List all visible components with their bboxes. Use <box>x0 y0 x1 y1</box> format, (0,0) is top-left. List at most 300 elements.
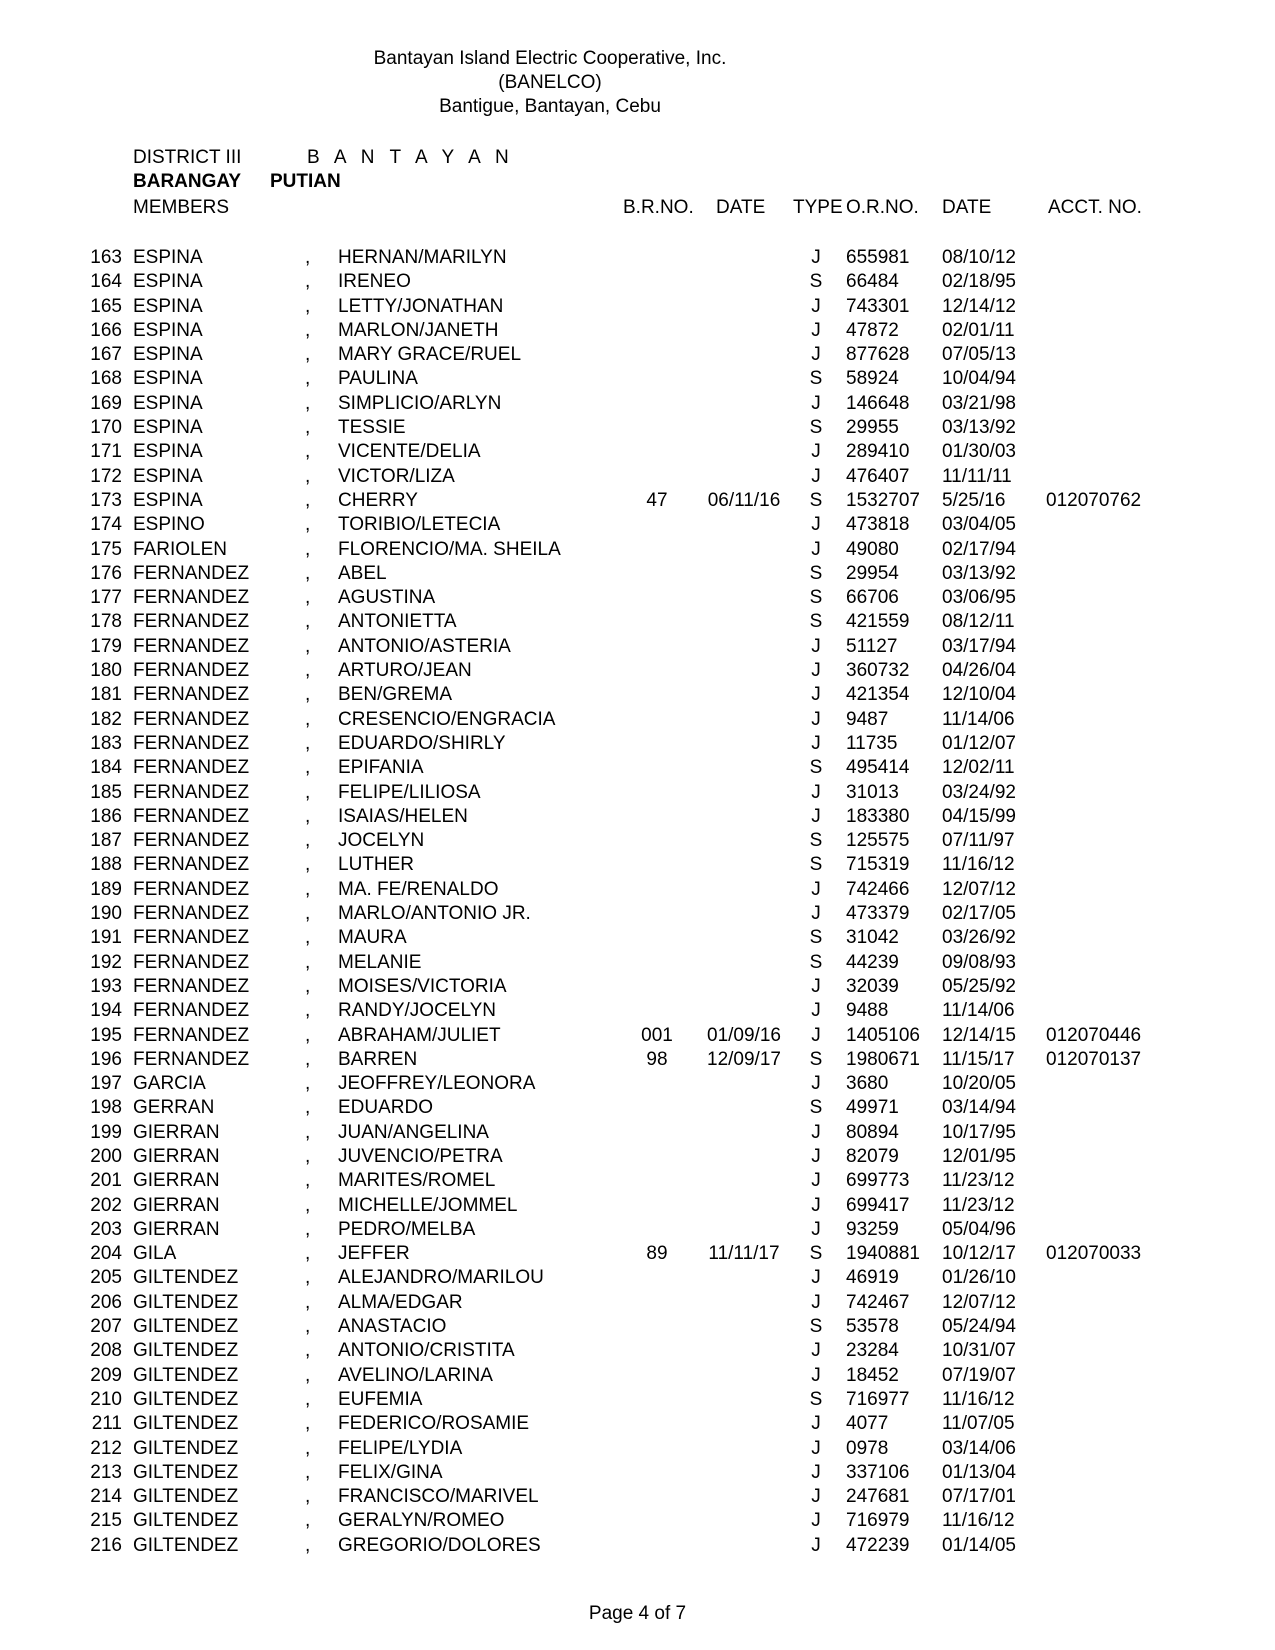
last-name: GIERRAN <box>133 1121 220 1143</box>
or-date: 01/26/10 <box>942 1267 1016 1289</box>
table-row <box>0 902 1275 926</box>
first-names: BEN/GREMA <box>338 684 453 706</box>
table-row <box>0 805 1275 829</box>
first-names: ANTONIETTA <box>338 611 457 633</box>
or-number: 743301 <box>846 295 910 317</box>
first-names: GERALYN/ROMEO <box>338 1510 505 1532</box>
or-date: 11/07/05 <box>942 1413 1015 1435</box>
first-names: ANTONIO/ASTERIA <box>338 635 511 657</box>
or-date: 12/02/11 <box>942 757 1015 779</box>
org-abbreviation: (BANELCO) <box>498 72 602 93</box>
table-row <box>0 392 1275 416</box>
membership-type: J <box>811 1291 821 1313</box>
row-number: 205 <box>90 1267 122 1289</box>
last-name: FERNANDEZ <box>133 1000 250 1022</box>
first-names: EDUARDO <box>338 1097 434 1119</box>
first-names: LETTY/JONATHAN <box>338 295 504 317</box>
last-name: FERNANDEZ <box>133 927 250 949</box>
or-number: 58924 <box>846 368 899 390</box>
or-number: 9488 <box>846 1000 889 1022</box>
row-number: 180 <box>90 660 122 682</box>
comma-separator: , <box>305 319 311 341</box>
last-name: FERNANDEZ <box>133 562 250 584</box>
last-name: FARIOLEN <box>133 538 227 560</box>
or-number: 289410 <box>846 441 910 463</box>
membership-type: S <box>809 757 823 779</box>
or-date: 12/07/12 <box>942 878 1016 900</box>
last-name: ESPINA <box>133 489 203 511</box>
row-number: 211 <box>91 1413 122 1435</box>
comma-separator: , <box>305 1000 311 1022</box>
row-number: 201 <box>90 1170 122 1192</box>
or-number: 31013 <box>846 781 899 803</box>
membership-type: J <box>811 684 821 706</box>
row-number: 214 <box>90 1486 122 1508</box>
comma-separator: , <box>305 1388 311 1410</box>
row-number: 185 <box>90 781 122 803</box>
or-number: 82079 <box>846 1145 899 1167</box>
first-names: MARLON/JANETH <box>338 319 499 341</box>
table-row <box>0 756 1275 780</box>
last-name: ESPINA <box>133 392 203 414</box>
or-number: 47872 <box>846 319 899 341</box>
last-name: ESPINO <box>133 514 205 536</box>
last-name: GILTENDEZ <box>133 1316 239 1338</box>
membership-type: J <box>811 975 821 997</box>
or-date: 11/23/12 <box>942 1194 1015 1216</box>
comma-separator: , <box>305 830 311 852</box>
or-number: 495414 <box>846 757 910 779</box>
membership-type: S <box>809 1243 823 1265</box>
comma-separator: , <box>305 951 311 973</box>
account-number: 012070446 <box>1046 1024 1142 1046</box>
row-number: 213 <box>90 1461 122 1483</box>
first-names: MOISES/VICTORIA <box>338 975 507 997</box>
br-date: 11/11/17 <box>708 1243 780 1265</box>
row-number: 192 <box>90 951 122 973</box>
members-list <box>0 246 1275 1558</box>
or-number: 18452 <box>846 1364 899 1386</box>
or-number: 11735 <box>846 732 898 754</box>
first-names: CHERRY <box>338 489 418 511</box>
row-number: 195 <box>90 1024 122 1046</box>
membership-type: J <box>811 878 821 900</box>
first-names: PEDRO/MELBA <box>338 1218 476 1240</box>
or-number: 46919 <box>846 1267 899 1289</box>
col-header-type: TYPE <box>793 197 843 218</box>
comma-separator: , <box>305 975 311 997</box>
row-number: 199 <box>90 1121 122 1143</box>
first-names: MARY GRACE/RUEL <box>338 344 522 366</box>
br-date: 06/11/16 <box>707 489 781 511</box>
membership-type: J <box>811 1170 821 1192</box>
first-names: JEFFER <box>338 1243 410 1265</box>
last-name: FERNANDEZ <box>133 708 250 730</box>
comma-separator: , <box>305 903 311 925</box>
or-date: 07/19/07 <box>942 1364 1016 1386</box>
or-date: 11/14/06 <box>942 1000 1015 1022</box>
or-date: 02/17/94 <box>942 538 1016 560</box>
row-number: 215 <box>90 1510 122 1532</box>
comma-separator: , <box>305 1097 311 1119</box>
table-row <box>0 1339 1275 1363</box>
first-names: TESSIE <box>338 417 406 439</box>
membership-type: J <box>811 635 821 657</box>
br-date: 12/09/17 <box>707 1048 781 1070</box>
row-number: 170 <box>90 417 122 439</box>
first-names: FELIPE/LYDIA <box>338 1437 463 1459</box>
or-date: 04/26/04 <box>942 660 1016 682</box>
last-name: GILTENDEZ <box>133 1340 239 1362</box>
or-number: 421354 <box>846 684 910 706</box>
row-number: 193 <box>90 975 122 997</box>
row-number: 176 <box>90 562 122 584</box>
comma-separator: , <box>305 1510 311 1532</box>
table-row <box>0 1266 1275 1290</box>
or-date: 12/14/12 <box>942 295 1016 317</box>
br-number: 47 <box>646 489 668 511</box>
first-names: LUTHER <box>338 854 415 876</box>
first-names: MELANIE <box>338 951 422 973</box>
br-number: 89 <box>646 1243 668 1265</box>
or-number: 29954 <box>846 562 899 584</box>
membership-type: J <box>811 1413 821 1435</box>
table-row <box>0 1024 1275 1048</box>
or-date: 10/17/95 <box>942 1121 1016 1143</box>
row-number: 207 <box>90 1316 122 1338</box>
or-number: 146648 <box>846 392 910 414</box>
membership-type: J <box>811 708 821 730</box>
row-number: 186 <box>90 805 122 827</box>
last-name: FERNANDEZ <box>133 732 250 754</box>
membership-type: J <box>811 1218 821 1240</box>
first-names: EDUARDO/SHIRLY <box>338 732 506 754</box>
col-header-date2: DATE <box>942 197 992 218</box>
or-number: 473379 <box>846 903 910 925</box>
membership-type: J <box>811 1510 821 1532</box>
first-names: EPIFANIA <box>338 757 424 779</box>
or-number: 699773 <box>846 1170 910 1192</box>
membership-type: S <box>809 1097 823 1119</box>
or-date: 11/16/12 <box>942 854 1015 876</box>
membership-type: S <box>809 927 823 949</box>
table-row <box>0 683 1275 707</box>
comma-separator: , <box>305 878 311 900</box>
or-number: 49971 <box>846 1097 899 1119</box>
comma-separator: , <box>305 587 311 609</box>
or-date: 10/31/07 <box>942 1340 1016 1362</box>
or-date: 07/11/97 <box>942 830 1015 852</box>
last-name: FERNANDEZ <box>133 757 250 779</box>
table-row <box>0 829 1275 853</box>
comma-separator: , <box>305 271 311 293</box>
or-number: 1940881 <box>846 1243 920 1265</box>
last-name: FERNANDEZ <box>133 781 250 803</box>
comma-separator: , <box>305 708 311 730</box>
last-name: FERNANDEZ <box>133 587 250 609</box>
or-date: 08/10/12 <box>942 247 1016 268</box>
comma-separator: , <box>305 611 311 633</box>
last-name: GILTENDEZ <box>133 1291 239 1313</box>
membership-type: J <box>811 781 821 803</box>
or-date: 03/14/94 <box>942 1097 1016 1119</box>
first-names: ABEL <box>338 562 387 584</box>
br-date: 01/09/16 <box>707 1024 781 1046</box>
row-number: 216 <box>90 1534 122 1556</box>
first-names: JUVENCIO/PETRA <box>338 1145 503 1167</box>
comma-separator: , <box>305 757 311 779</box>
membership-type: J <box>811 1000 821 1022</box>
or-number: 125575 <box>846 830 910 852</box>
or-date: 03/21/98 <box>942 392 1016 414</box>
col-header-date: DATE <box>716 197 766 218</box>
row-number: 208 <box>90 1340 122 1362</box>
or-date: 01/30/03 <box>942 441 1016 463</box>
or-number: 51127 <box>846 635 898 657</box>
membership-type: S <box>809 611 823 633</box>
or-number: 49080 <box>846 538 899 560</box>
document-header <box>320 47 780 119</box>
table-row <box>0 1315 1275 1339</box>
or-number: 476407 <box>846 465 910 487</box>
table-row <box>0 440 1275 464</box>
row-number: 200 <box>90 1145 122 1167</box>
row-number: 165 <box>90 295 122 317</box>
col-header-acct-no: ACCT. NO. <box>1048 197 1142 218</box>
row-number: 198 <box>90 1097 122 1119</box>
district-label: DISTRICT III <box>133 147 242 168</box>
or-date: 02/17/05 <box>942 903 1016 925</box>
row-number: 197 <box>90 1073 122 1095</box>
comma-separator: , <box>305 1170 311 1192</box>
row-number: 164 <box>90 271 122 293</box>
last-name: GILTENDEZ <box>133 1388 239 1410</box>
or-date: 01/12/07 <box>942 732 1016 754</box>
or-number: 421559 <box>846 611 910 633</box>
comma-separator: , <box>305 489 311 511</box>
first-names: VICTOR/LIZA <box>338 465 455 487</box>
row-number: 196 <box>90 1048 122 1070</box>
or-date: 02/18/95 <box>942 271 1016 293</box>
first-names: MA. FE/RENALDO <box>338 878 499 900</box>
or-date: 11/16/12 <box>942 1510 1015 1532</box>
table-row <box>0 367 1275 391</box>
table-row <box>0 1291 1275 1315</box>
first-names: ABRAHAM/JULIET <box>338 1024 501 1046</box>
first-names: SIMPLICIO/ARLYN <box>338 392 502 414</box>
table-row <box>0 416 1275 440</box>
table-row <box>0 610 1275 634</box>
comma-separator: , <box>305 1364 311 1386</box>
first-names: EUFEMIA <box>338 1388 423 1410</box>
row-number: 168 <box>90 368 122 390</box>
table-row <box>0 1121 1275 1145</box>
row-number: 209 <box>90 1364 122 1386</box>
or-number: 66706 <box>846 587 899 609</box>
membership-type: J <box>811 732 821 754</box>
or-date: 03/06/95 <box>942 587 1016 609</box>
first-names: ANTONIO/CRISTITA <box>338 1340 515 1362</box>
last-name: ESPINA <box>133 295 203 317</box>
comma-separator: , <box>305 732 311 754</box>
membership-type: S <box>809 271 823 293</box>
last-name: FERNANDEZ <box>133 635 250 657</box>
comma-separator: , <box>305 1121 311 1143</box>
comma-separator: , <box>305 562 311 584</box>
table-row <box>0 853 1275 877</box>
table-row <box>0 1048 1275 1072</box>
last-name: FERNANDEZ <box>133 611 250 633</box>
barangay-label: BARANGAY <box>133 171 242 192</box>
membership-type: J <box>811 392 821 414</box>
or-number: 655981 <box>846 247 910 268</box>
first-names: RANDY/JOCELYN <box>338 1000 497 1022</box>
row-number: 184 <box>90 757 122 779</box>
or-date: 03/14/06 <box>942 1437 1016 1459</box>
comma-separator: , <box>305 417 311 439</box>
last-name: FERNANDEZ <box>133 684 250 706</box>
or-date: 12/07/12 <box>942 1291 1016 1313</box>
row-number: 169 <box>90 392 122 414</box>
table-row <box>0 562 1275 586</box>
table-row <box>0 1485 1275 1509</box>
col-header-br-no: B.R.NO. <box>623 197 694 218</box>
comma-separator: , <box>305 781 311 803</box>
membership-type: J <box>811 465 821 487</box>
or-number: 44239 <box>846 951 899 973</box>
or-number: 472239 <box>846 1534 910 1556</box>
or-date: 03/24/92 <box>942 781 1016 803</box>
or-number: 4077 <box>846 1413 889 1435</box>
comma-separator: , <box>305 1194 311 1216</box>
or-date: 07/17/01 <box>942 1486 1016 1508</box>
membership-type: S <box>809 830 823 852</box>
first-names: VICENTE/DELIA <box>338 441 481 463</box>
comma-separator: , <box>305 1218 311 1240</box>
comma-separator: , <box>305 1413 311 1435</box>
table-row <box>0 1534 1275 1558</box>
first-names: ALEJANDRO/MARILOU <box>338 1267 544 1289</box>
table-row <box>0 1437 1275 1461</box>
first-names: TORIBIO/LETECIA <box>338 514 501 536</box>
or-number: 716979 <box>846 1510 910 1532</box>
comma-separator: , <box>305 1316 311 1338</box>
or-number: 473818 <box>846 514 910 536</box>
account-number: 012070762 <box>1046 489 1142 511</box>
membership-type: J <box>811 1461 821 1483</box>
table-row <box>0 1509 1275 1533</box>
membership-type: S <box>809 417 823 439</box>
table-row <box>0 538 1275 562</box>
first-names: ARTURO/JEAN <box>338 660 472 682</box>
comma-separator: , <box>305 927 311 949</box>
last-name: FERNANDEZ <box>133 878 250 900</box>
last-name: FERNANDEZ <box>133 660 250 682</box>
membership-type: J <box>811 1534 821 1556</box>
membership-type: J <box>811 903 821 925</box>
table-row <box>0 1461 1275 1485</box>
or-date: 04/15/99 <box>942 805 1016 827</box>
or-date: 10/20/05 <box>942 1073 1016 1095</box>
comma-separator: , <box>305 684 311 706</box>
last-name: FERNANDEZ <box>133 854 250 876</box>
or-date: 12/14/15 <box>942 1024 1016 1046</box>
membership-type: J <box>811 1073 821 1095</box>
table-row <box>0 513 1275 537</box>
or-date: 11/11/11 <box>942 465 1012 487</box>
or-number: 699417 <box>846 1194 910 1216</box>
membership-type: J <box>811 441 821 463</box>
first-names: MARLO/ANTONIO JR. <box>338 903 531 925</box>
row-number: 174 <box>90 514 122 536</box>
row-number: 210 <box>90 1388 122 1410</box>
or-number: 32039 <box>846 975 899 997</box>
comma-separator: , <box>305 368 311 390</box>
comma-separator: , <box>305 1073 311 1095</box>
membership-type: J <box>811 1024 821 1046</box>
row-number: 167 <box>90 344 122 366</box>
or-date: 02/01/11 <box>942 319 1015 341</box>
or-number: 716977 <box>846 1388 910 1410</box>
or-number: 715319 <box>846 854 910 876</box>
first-names: AGUSTINA <box>338 587 436 609</box>
or-date: 03/17/94 <box>942 635 1016 657</box>
comma-separator: , <box>305 1024 311 1046</box>
row-number: 175 <box>90 538 122 560</box>
last-name: GILTENDEZ <box>133 1510 239 1532</box>
table-row <box>0 465 1275 489</box>
or-number: 80894 <box>846 1121 899 1143</box>
row-number: 188 <box>90 854 122 876</box>
or-number: 337106 <box>846 1461 910 1483</box>
comma-separator: , <box>305 538 311 560</box>
comma-separator: , <box>305 1461 311 1483</box>
membership-type: J <box>811 1364 821 1386</box>
first-names: PAULINA <box>338 368 418 390</box>
table-row <box>0 343 1275 367</box>
first-names: MAURA <box>338 927 407 949</box>
or-number: 1405106 <box>846 1024 920 1046</box>
account-number: 012070137 <box>1046 1048 1142 1070</box>
or-date: 11/14/06 <box>942 708 1015 730</box>
last-name: ESPINA <box>133 465 203 487</box>
last-name: GIERRAN <box>133 1170 220 1192</box>
or-number: 742466 <box>846 878 910 900</box>
membership-type: S <box>809 587 823 609</box>
last-name: FERNANDEZ <box>133 1048 250 1070</box>
row-number: 173 <box>90 489 122 511</box>
org-address: Bantigue, Bantayan, Cebu <box>439 96 661 117</box>
last-name: GIERRAN <box>133 1145 220 1167</box>
membership-type: S <box>809 1048 823 1070</box>
membership-type: J <box>811 295 821 317</box>
row-number: 163 <box>90 247 122 268</box>
or-date: 03/13/92 <box>942 562 1016 584</box>
membership-type: J <box>811 1340 821 1362</box>
last-name: GERRAN <box>133 1097 215 1119</box>
or-date: 11/23/12 <box>942 1170 1015 1192</box>
last-name: ESPINA <box>133 344 203 366</box>
or-date: 07/05/13 <box>942 344 1016 366</box>
table-row <box>0 295 1275 319</box>
or-number: 66484 <box>846 271 899 293</box>
membership-type: J <box>811 514 821 536</box>
last-name: GIERRAN <box>133 1218 220 1240</box>
membership-type: J <box>811 660 821 682</box>
comma-separator: , <box>305 854 311 876</box>
table-row <box>0 708 1275 732</box>
table-row <box>0 1242 1275 1266</box>
